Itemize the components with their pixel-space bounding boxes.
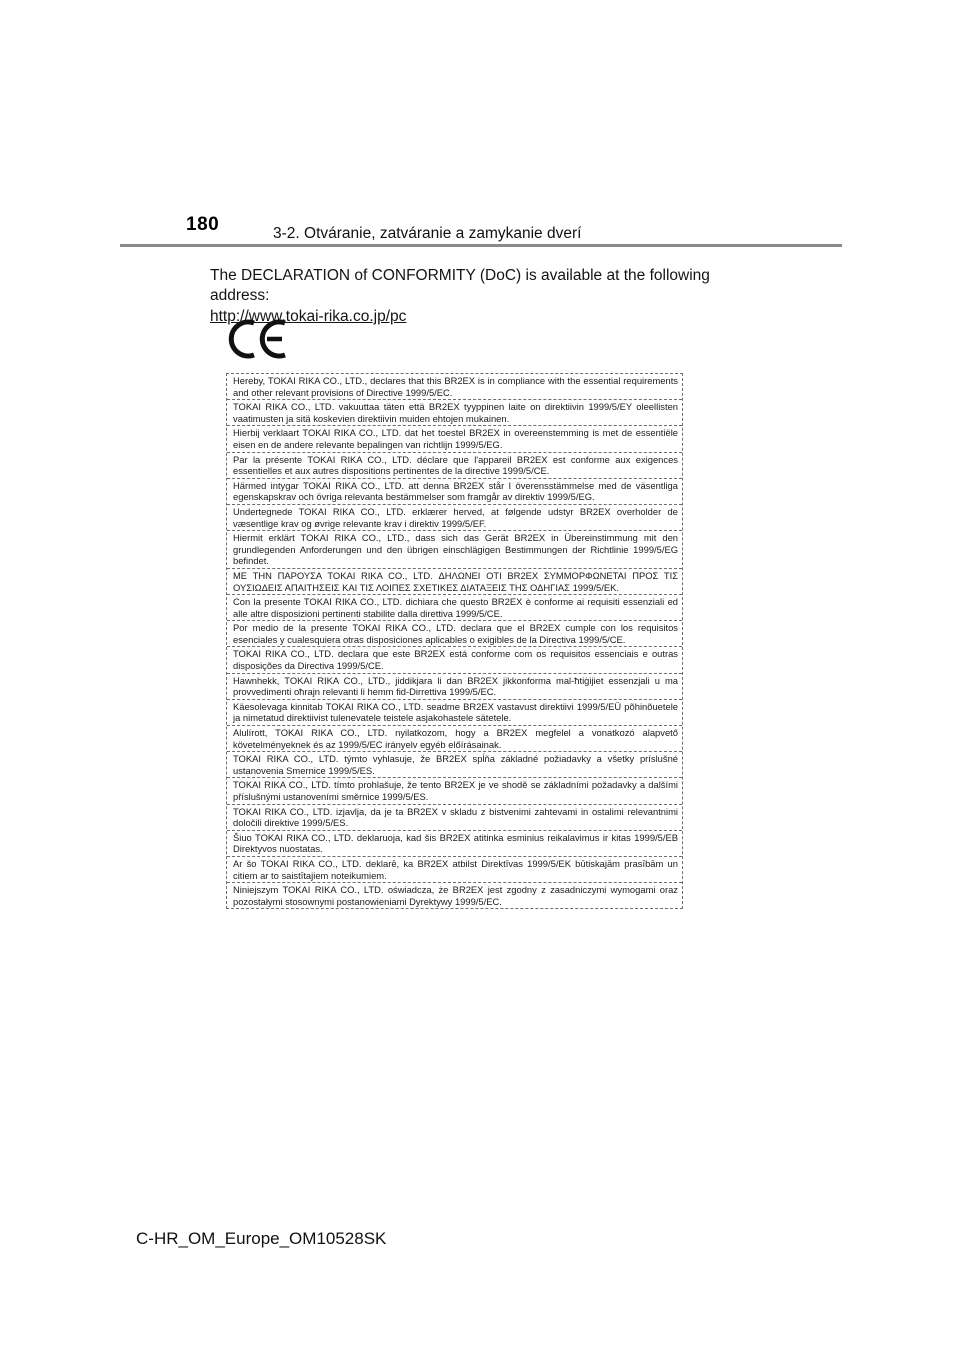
declaration-row: Alulírott, TOKAI RIKA CO., LTD. nyilatkozom, hogy a BR2EX megfelel a vonatkozó alapvető követelményeknek és az 1999/5/EC irányelv egyéb előírásainak. — [227, 726, 682, 752]
declaration-row: Con la presente TOKAI RIKA CO., LTD. dichiara che questo BR2EX è conforme ai requisiti essenziali ed alle altre disposizioni pertinenti stabilite dalla direttiva 1999/5/CE. — [227, 595, 682, 621]
section-title: 3-2. Otváranie, zatváranie a zamykanie dverí — [273, 225, 582, 242]
declaration-row: Käesolevaga kinnitab TOKAI RIKA CO., LTD. seadme BR2EX vastavust direktiivi 1999/5/EÜ põhinõuetele ja nimetatud direktiivist tulenevatele teistele asjakohastele sätetele. — [227, 700, 682, 726]
declarations-table — [226, 373, 683, 909]
declaration-row: Ar šo TOKAI RIKA CO., LTD. deklarē, ka BR2EX atbilst Direktīvas 1999/5/EK būtiskajām prasībām un citiem ar to saistītajiem noteikumiem. — [227, 857, 682, 883]
doc-heading: The DECLARATION of CONFORMITY (DoC) is available at the following address: — [210, 267, 710, 304]
doc-url-link[interactable]: http://www.tokai-rika.co.jp/pc — [210, 308, 407, 325]
declaration-row: Por medio de la presente TOKAI RIKA CO., LTD. declara que el BR2EX cumple con los requisitos esenciales y cualesquiera otras disposiciones aplicables o exigibles de la Directiva 1999/5/CE. — [227, 621, 682, 647]
page-number: 180 — [186, 214, 220, 235]
declaration-row: Hiermit erklärt TOKAI RIKA CO., LTD., dass sich das Gerät BR2EX in Übereinstimmung mit den grundlegenden Anforderungen und den übrigen einschlägigen Bestimmungen der Richtlinie 1999/5/EG befindet. — [227, 531, 682, 569]
declaration-row: Par la présente TOKAI RIKA CO., LTD. déclare que l'appareil BR2EX est conforme aux exigences essentielles et aux autres dispositions pertinentes de la directive 1999/5/CE. — [227, 453, 682, 479]
ce-mark-icon — [227, 317, 291, 361]
declaration-row: Undertegnede TOKAI RIKA CO., LTD. erklærer herved, at følgende udstyr BR2EX overholder de væsentlige krav og øvrige relevante krav i direktiv 1999/5/EF. — [227, 505, 682, 531]
header-divider — [120, 244, 842, 247]
declaration-row: Härmed intygar TOKAI RIKA CO., LTD. att denna BR2EX står I överensstämmelse med de väsentliga egenskapskrav och övriga relevanta bestämmelser som framgår av direktiv 1999/5/EG. — [227, 479, 682, 505]
declaration-row: Niniejszym TOKAI RIKA CO., LTD. oświadcza, że BR2EX jest zgodny z zasadniczymi wymogami oraz pozostałymi stosownymi postanowieniami Dyrektywy 1999/5/EC. — [233, 884, 678, 907]
declaration-row: Hawnhekk, TOKAI RIKA CO., LTD., jiddikjara li dan BR2EX jikkonforma mal-ħtiġijiet essenzjali u ma provvedimenti oħrajn relevanti li hemm fid-Dirrettiva 1999/5/EC. — [227, 674, 682, 700]
declaration-row: TOKAI RIKA CO., LTD. izjavlja, da je ta BR2EX v skladu z bistvenimi zahtevami in ostalimi relevantnimi določili direktive 1999/5/ES. — [227, 805, 682, 831]
declaration-row: Hierbij verklaart TOKAI RIKA CO., LTD. dat het toestel BR2EX in overeenstemming is met de essentiële eisen en de andere relevante bepalingen van richtlijn 1999/5/EG. — [227, 426, 682, 452]
declaration-row: Šiuo TOKAI RIKA CO., LTD. deklaruoja, kad šis BR2EX atitinka esminius reikalavimus ir kitas 1999/5/EB Direktyvos nuostatas. — [227, 831, 682, 857]
declaration-row: Hereby, TOKAI RIKA CO., LTD., declares that this BR2EX is in compliance with the essential requirements and other relevant provisions of Directive 1999/5/EC. — [227, 374, 682, 400]
declaration-row: TOKAI RIKA CO., LTD. týmto vyhlasuje, že BR2EX spĺňa základné požiadavky a všetky príslušné ustanovenia Smernice 1999/5/ES. — [227, 752, 682, 778]
footer-document-code: C-HR_OM_Europe_OM10528SK — [136, 1229, 387, 1248]
declaration-row: TOKAI RIKA CO., LTD. tímto prohlašuje, že tento BR2EX je ve shodě se základními požadavky a dalšími příslušnými ustanoveními směrnice 1999/5/ES. — [227, 778, 682, 804]
declaration-row: TOKAI RIKA CO., LTD. vakuuttaa täten että BR2EX tyyppinen laite on direktiivin 1999/5/EY oleellisten vaatimusten ja sitä koskevien direktiivin muiden ehtojen mukainen. — [227, 400, 682, 426]
declaration-row: TOKAI RIKA CO., LTD. declara que este BR2EX está conforme com os requisitos essenciais e outras disposições da Directiva 1999/5/CE. — [227, 647, 682, 673]
declaration-row: ΜΕ ΤΗΝ ΠΑΡΟΥΣΑ TOKAI RIKA CO., LTD. ΔΗΛΩΝΕΙ ΟΤΙ BR2EX ΣΥΜΜΟΡΦΩΝΕΤΑΙ ΠΡΟΣ ΤΙΣ ΟΥΣΙΩΔΕΙΣ ΑΠΑΙΤΗΣΕΙΣ ΚΑΙ ΤΙΣ ΛΟΙΠΕΣ ΣΧΕΤΙΚΕΣ ΔΙΑΤΑΞΕΙΣ ΤΗΣ ΟΔΗΓΙΑΣ 1999/5/ΕΚ. — [227, 569, 682, 595]
